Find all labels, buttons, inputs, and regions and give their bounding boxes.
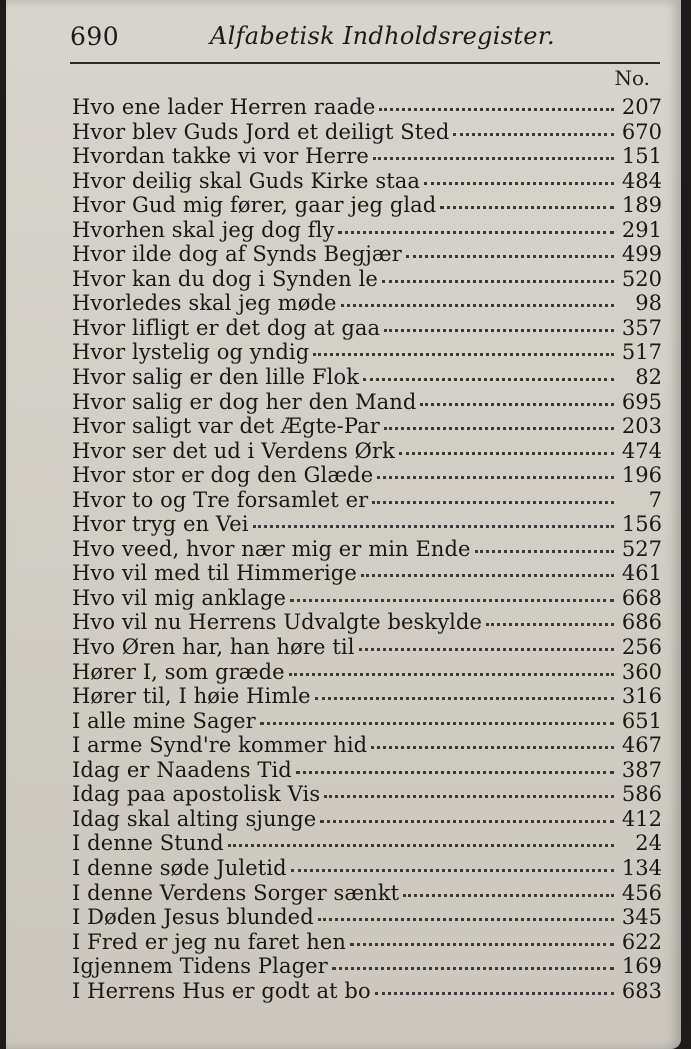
dot-leader bbox=[384, 407, 614, 430]
entry-title: Idag skal alting sjunge bbox=[72, 806, 317, 831]
entry-title: Hvor stor er dog den Glæde bbox=[72, 463, 374, 488]
dot-leader bbox=[324, 775, 614, 798]
hymn-number: 134 bbox=[621, 855, 662, 880]
dot-leader bbox=[384, 309, 614, 332]
entry-title: I denne søde Juletid bbox=[72, 855, 287, 880]
index-entry bbox=[72, 975, 662, 1003]
entry-title: Hvo ene lader Herren raade bbox=[72, 95, 376, 119]
dot-leader bbox=[291, 849, 614, 872]
dot-leader bbox=[318, 898, 614, 921]
entry-title: I denne Stund bbox=[72, 831, 224, 856]
entry-title: Hvorledes skal jeg møde bbox=[72, 291, 337, 316]
dot-leader bbox=[332, 947, 614, 970]
entry-title: I arme Synd're kommer hid bbox=[72, 733, 368, 758]
dot-leader bbox=[406, 235, 614, 258]
hymn-number: 668 bbox=[621, 585, 662, 610]
hymn-number: 517 bbox=[621, 340, 662, 365]
dot-leader bbox=[486, 603, 614, 626]
entry-title: I alle mine Sager bbox=[72, 708, 256, 733]
dot-leader bbox=[313, 333, 614, 356]
entry-title: Hvor to og Tre forsamlet er bbox=[72, 487, 369, 512]
hymn-number: 98 bbox=[635, 291, 662, 316]
index-list bbox=[72, 91, 662, 1003]
entry-title: Idag paa apostolisk Vis bbox=[72, 782, 321, 807]
hymn-number: 151 bbox=[621, 144, 662, 169]
hymn-number: 683 bbox=[621, 978, 662, 1003]
hymn-number: 196 bbox=[621, 463, 662, 488]
dot-leader bbox=[440, 186, 614, 209]
dot-leader bbox=[320, 800, 614, 823]
entry-title: I denne Verdens Sorger sænkt bbox=[72, 880, 400, 905]
hymn-number: 82 bbox=[635, 365, 662, 390]
entry-title: Hvor saligt var det Ægte-Par bbox=[72, 414, 380, 439]
hymn-number: 586 bbox=[621, 782, 662, 807]
hymn-number: 207 bbox=[621, 95, 662, 119]
hymn-number: 686 bbox=[621, 610, 662, 635]
dot-leader bbox=[315, 677, 614, 700]
entry-title: Igjennem Tidens Plager bbox=[72, 954, 328, 979]
dot-leader bbox=[361, 554, 614, 577]
dot-leader bbox=[382, 260, 614, 283]
dot-leader bbox=[350, 923, 614, 946]
dot-leader bbox=[379, 88, 614, 111]
entry-title: I Fred er jeg nu faret hen bbox=[72, 929, 347, 954]
hymn-number: 412 bbox=[621, 806, 662, 831]
hymn-number: 520 bbox=[621, 266, 662, 291]
hymn-number: 156 bbox=[621, 512, 662, 537]
header-rule bbox=[70, 62, 660, 64]
entry-title: Hvor lifligt er det dog at gaa bbox=[72, 315, 381, 340]
entry-title: Idag er Naadens Tid bbox=[72, 757, 292, 782]
dot-leader bbox=[363, 358, 614, 381]
entry-title: Hvor salig er den lille Flok bbox=[72, 365, 360, 390]
dot-leader bbox=[289, 653, 614, 676]
dot-leader bbox=[420, 383, 614, 406]
entry-title: Hvor ilde dog af Synds Begjær bbox=[72, 242, 402, 267]
entry-title: Hvo vil med til Himmerige bbox=[72, 561, 357, 586]
entry-title: Hvo vil nu Herrens Udvalgte beskylde bbox=[72, 610, 483, 635]
entry-title: Hvor ser det ud i Verdens Ørk bbox=[72, 438, 395, 463]
dot-leader bbox=[399, 432, 614, 455]
hymn-number: 357 bbox=[621, 315, 662, 340]
hymn-number: 670 bbox=[621, 119, 662, 144]
dot-leader bbox=[375, 972, 614, 995]
hymn-number: 169 bbox=[621, 954, 662, 979]
entry-title: Hvor blev Guds Jord et deiligt Sted bbox=[72, 119, 450, 144]
entry-title: Hvor lystelig og yndig bbox=[72, 340, 310, 365]
dot-leader bbox=[290, 579, 614, 602]
hymn-number: 695 bbox=[621, 389, 662, 414]
hymn-number: 527 bbox=[621, 536, 662, 561]
entry-title: I Døden Jesus blunded bbox=[72, 905, 314, 930]
entry-title: Hvor salig er dog her den Mand bbox=[72, 389, 417, 414]
hymn-number: 24 bbox=[635, 831, 662, 856]
hymn-number: 499 bbox=[621, 242, 662, 267]
hymn-number: 456 bbox=[621, 880, 662, 905]
entry-title: Hvorhen skal jeg dog fly bbox=[72, 217, 335, 242]
entry-title: Hvordan takke vi vor Herre bbox=[72, 144, 369, 169]
hymn-number: 461 bbox=[621, 561, 662, 586]
dot-leader bbox=[359, 628, 614, 651]
hymn-number: 256 bbox=[621, 635, 662, 660]
running-title: Alfabetisk Indholdsregister. bbox=[210, 22, 555, 50]
hymn-number: 387 bbox=[621, 757, 662, 782]
dot-leader bbox=[253, 505, 614, 528]
hymn-number: 622 bbox=[621, 929, 662, 954]
entry-title: Hvo vil mig anklage bbox=[72, 585, 286, 610]
entry-title: Hører I, som græde bbox=[72, 659, 285, 684]
hymn-number: 467 bbox=[621, 733, 662, 758]
entry-title: Hvor kan du dog i Synden le bbox=[72, 266, 378, 291]
dot-leader bbox=[372, 481, 614, 504]
hymn-number: 360 bbox=[621, 659, 662, 684]
dot-leader bbox=[453, 113, 614, 136]
hymn-number: 189 bbox=[621, 193, 662, 218]
dot-leader bbox=[403, 874, 614, 897]
hymn-number: 474 bbox=[621, 438, 662, 463]
dot-leader bbox=[475, 530, 614, 553]
entry-title: I Herrens Hus er godt at bo bbox=[72, 978, 371, 1003]
dot-leader bbox=[371, 726, 614, 749]
number-column-label: No. bbox=[614, 66, 650, 90]
entry-title: Hvor tryg en Vei bbox=[72, 512, 249, 537]
hymn-number: 203 bbox=[621, 414, 662, 439]
hymn-number: 291 bbox=[621, 217, 662, 242]
entry-title: Hører til, I høie Himle bbox=[72, 684, 311, 709]
hymn-number: 7 bbox=[648, 487, 662, 512]
dot-leader bbox=[373, 137, 614, 160]
hymn-number: 651 bbox=[621, 708, 662, 733]
dot-leader bbox=[296, 751, 614, 774]
book-page bbox=[6, 0, 681, 1049]
dot-leader bbox=[228, 824, 614, 847]
dot-leader bbox=[260, 702, 614, 725]
hymn-number: 484 bbox=[621, 168, 662, 193]
entry-title: Hvor Gud mig fører, gaar jeg glad bbox=[72, 193, 437, 218]
entry-title: Hvo veed, hvor nær mig er min Ende bbox=[72, 536, 471, 561]
hymn-number: 345 bbox=[621, 905, 662, 930]
hymn-number: 316 bbox=[621, 684, 662, 709]
dot-leader bbox=[341, 284, 614, 307]
dot-leader bbox=[338, 211, 614, 234]
page-header bbox=[70, 18, 668, 58]
dot-leader bbox=[377, 456, 614, 479]
page-number: 690 bbox=[70, 22, 120, 51]
dot-leader bbox=[424, 162, 614, 185]
entry-title: Hvo Øren har, han høre til bbox=[72, 635, 355, 660]
entry-title: Hvor deilig skal Guds Kirke staa bbox=[72, 168, 421, 193]
